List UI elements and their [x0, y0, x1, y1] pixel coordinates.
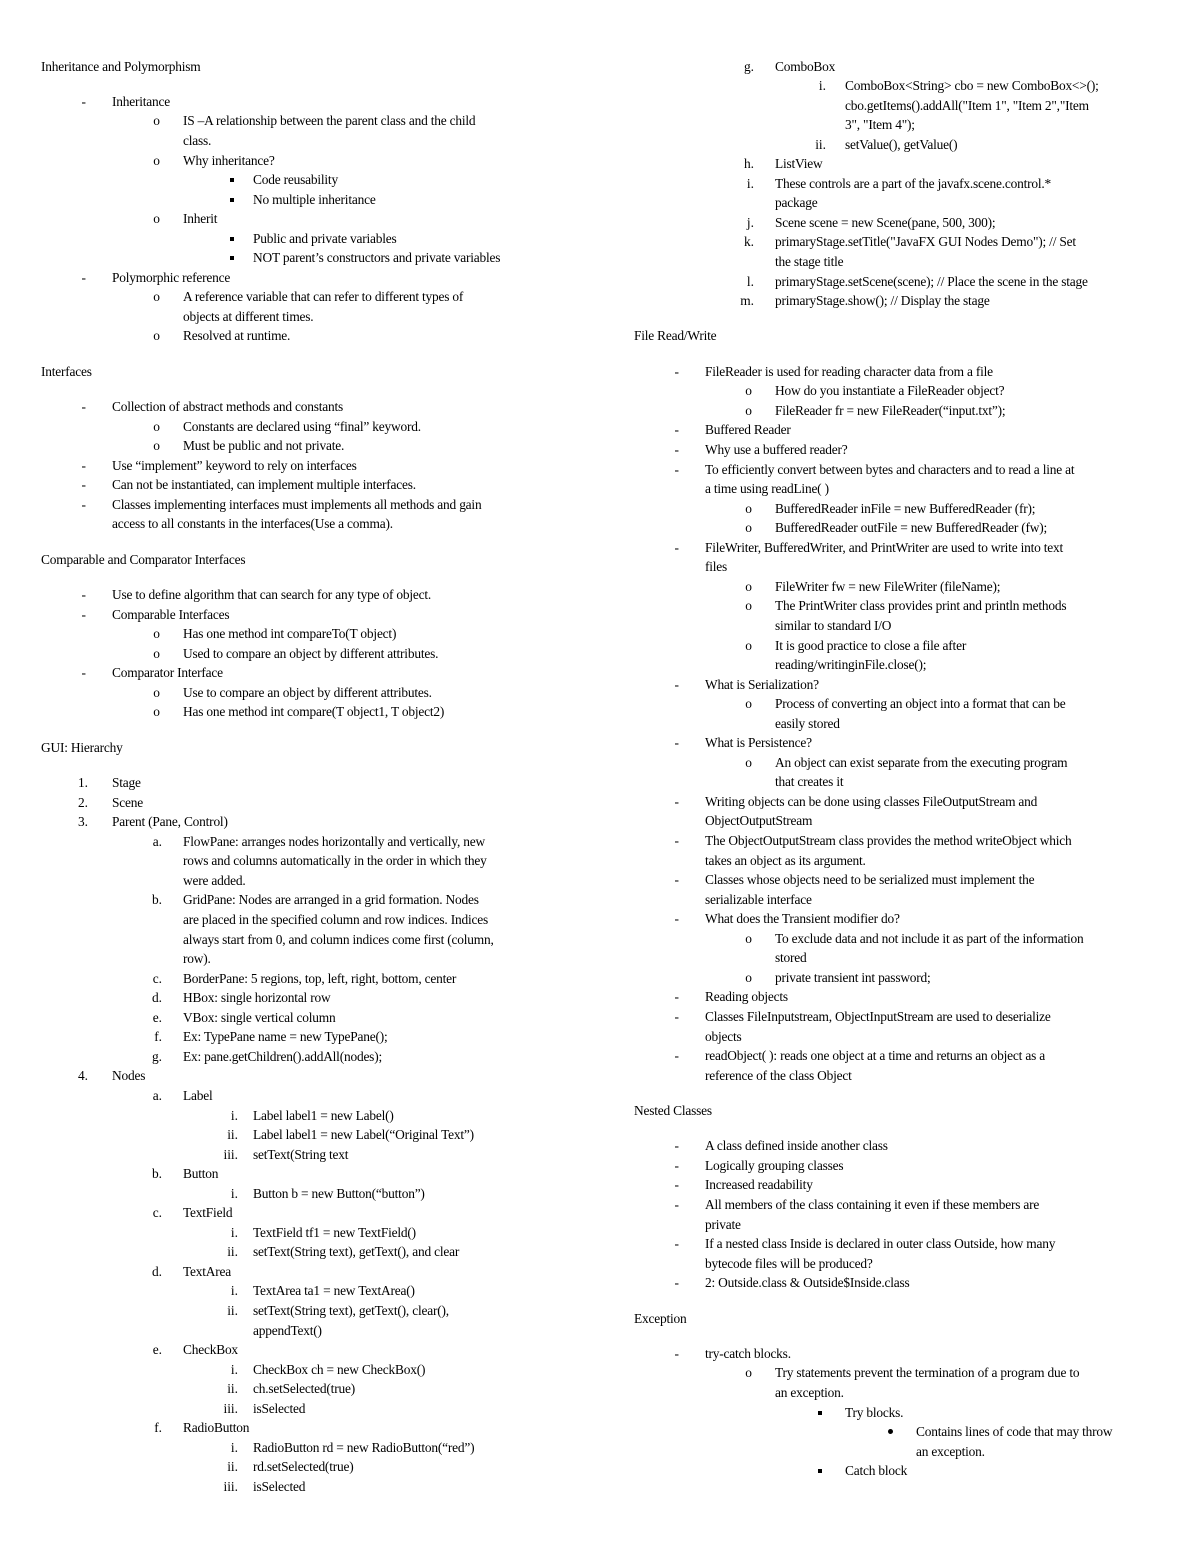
list-item-text: Button b = new Button(“button”) [253, 1185, 425, 1201]
list-item-text: Used to compare an object by different attributes. [183, 645, 439, 661]
list-marker: - [81, 665, 86, 681]
list-marker: d. [151, 990, 162, 1006]
list-item-text: files [705, 559, 728, 575]
list-item-text: Constants are declared using “final” keyword. [183, 418, 421, 434]
list-marker: - [674, 1275, 679, 1291]
list-marker: i. [818, 78, 826, 94]
round-bullet-icon [888, 1429, 893, 1434]
list-marker: o [745, 969, 752, 985]
list-marker: ii. [227, 1459, 238, 1475]
list-item-text: How do you instantiate a FileReader object? [775, 383, 1005, 399]
list-marker: - [81, 587, 86, 603]
list-marker: o [745, 520, 752, 536]
list-marker: iii. [223, 1146, 238, 1162]
list-item-text: Comparable Interfaces [112, 606, 230, 622]
list-marker: iii. [223, 1400, 238, 1416]
list-item-text: Collection of abstract methods and constants [112, 399, 344, 415]
list-item-text: FileReader is used for reading character data from a file [705, 363, 993, 379]
list-marker: o [153, 328, 160, 344]
list-marker: o [745, 930, 752, 946]
list-item-text: Classes implementing interfaces must implements all methods and gain [112, 496, 482, 512]
list-item-text: Classes whose objects need to be serialized must implement the [705, 872, 1035, 888]
list-marker: m. [740, 293, 754, 309]
list-marker: o [745, 598, 752, 614]
list-item-text: TextArea ta1 = new TextArea() [253, 1283, 415, 1299]
list-item-text: setValue(), getValue() [845, 136, 958, 152]
list-item-text: rows and columns automatically in the order in which they [183, 853, 487, 869]
list-item-text: that creates it [775, 774, 844, 790]
list-item-text: try-catch blocks. [705, 1345, 791, 1361]
list-marker: j. [746, 214, 754, 230]
list-item-text: RadioButton rd = new RadioButton(“red”) [253, 1439, 475, 1455]
list-marker: - [674, 989, 679, 1005]
list-item-text: row). [183, 951, 211, 967]
list-marker: - [674, 1157, 679, 1173]
list-marker: - [674, 1236, 679, 1252]
list-marker: b. [151, 1166, 162, 1182]
list-marker: - [674, 833, 679, 848]
list-item-text: RadioButton [183, 1420, 250, 1436]
list-marker: i. [230, 1224, 238, 1240]
list-item-text: If a nested class Inside is declared in outer class Outside, how many [705, 1236, 1056, 1252]
list-marker: o [153, 289, 160, 305]
list-item-text: Label label1 = new Label() [253, 1107, 394, 1123]
list-marker: ii. [227, 1244, 238, 1260]
square-bullet-icon [230, 178, 234, 182]
list-marker: ii. [227, 1381, 238, 1397]
list-item-text: primaryStage.setScene(scene); // Place the scene in the stage [775, 273, 1088, 289]
section-heading: Comparable and Comparator Interfaces [41, 551, 246, 567]
list-marker: o [745, 637, 752, 653]
list-marker: - [674, 1048, 679, 1064]
list-marker: f. [154, 1420, 162, 1436]
list-item-text: takes an object as its argument. [705, 852, 866, 868]
list-item-text: package [775, 195, 818, 211]
list-marker: e. [152, 1342, 162, 1358]
list-item-text: were added. [183, 872, 246, 888]
list-item-text: VBox: single vertical column [183, 1009, 336, 1025]
list-item-text: Inherit [183, 211, 218, 227]
section-heading: Interfaces [41, 363, 92, 379]
list-marker: - [674, 911, 679, 927]
list-marker: - [81, 496, 86, 512]
list-item-text: ListView [775, 156, 823, 172]
list-marker: ii. [227, 1303, 238, 1318]
list-marker: - [674, 363, 679, 379]
list-item-text: readObject( ): reads one object at a time and returns an object as a [705, 1048, 1045, 1064]
list-item-text: Label [183, 1087, 213, 1103]
list-marker: o [745, 402, 752, 418]
list-marker: o [745, 754, 752, 770]
list-marker: i. [230, 1439, 238, 1455]
list-item-text: Try statements prevent the termination of a program due to [775, 1365, 1080, 1381]
list-item-text: It is good practice to close a file after [775, 637, 967, 653]
list-item-text: setText(String text), getText(), and clear [253, 1244, 460, 1260]
list-item-text: FileWriter fw = new FileWriter (fileName); [775, 578, 1001, 594]
list-item-text: are placed in the specified column and row indices. Indices [183, 912, 488, 927]
list-marker: o [153, 438, 160, 454]
list-item-text: objects at different times. [183, 308, 314, 324]
list-item-text: private transient int password; [775, 969, 931, 985]
list-marker: - [674, 461, 679, 477]
list-item-text: always start from 0, and column indices come first (column, [183, 931, 494, 947]
square-bullet-icon [230, 198, 234, 202]
list-item-text: Parent (Pane, Control) [112, 814, 228, 830]
list-item-text: Use to define algorithm that can search for any type of object. [112, 587, 432, 603]
list-marker: i. [230, 1283, 238, 1299]
list-item-text: BufferedReader outFile = new BufferedReader (fw); [775, 520, 1048, 536]
list-marker: o [153, 645, 160, 661]
list-item-text: Has one method int compare(T object1, T object2) [183, 704, 445, 720]
list-item-text: Use to compare an object by different attributes. [183, 684, 432, 700]
list-item-text: appendText() [253, 1322, 322, 1338]
square-bullet-icon [818, 1411, 822, 1415]
list-marker: b. [151, 892, 162, 908]
list-item-text: Logically grouping classes [705, 1157, 844, 1173]
list-item-text: Reading objects [705, 989, 788, 1005]
list-marker: iii. [223, 1478, 238, 1494]
list-item-text: CheckBox ch = new CheckBox() [253, 1361, 426, 1377]
list-marker: d. [151, 1263, 162, 1279]
list-item-text: Button [183, 1166, 219, 1182]
list-item-text: Public and private variables [253, 230, 397, 246]
list-item-text: TextField tf1 = new TextField() [253, 1224, 416, 1240]
list-item-text: objects [705, 1028, 742, 1044]
list-item-text: Comparator Interface [112, 665, 223, 681]
list-item-text: TextField [183, 1205, 233, 1221]
list-item-text: Scene [112, 794, 143, 810]
list-item-text: ch.setSelected(true) [253, 1381, 355, 1397]
list-item-text: What does the Transient modifier do? [705, 911, 900, 927]
list-item-text: access to all constants in the interfaces(Use a comma). [112, 516, 393, 532]
list-marker: - [674, 1177, 679, 1193]
list-item-text: An object can exist separate from the executing program [775, 754, 1068, 770]
list-item-text: Contains lines of code that may throw [916, 1424, 1113, 1440]
list-marker: i. [230, 1107, 238, 1123]
list-marker: 1. [77, 775, 88, 791]
list-item-text: BufferedReader inFile = new BufferedReader (fr); [775, 500, 1036, 516]
list-item-text: These controls are a part of the javafx.scene.control.* [775, 175, 1052, 191]
list-item-text: similar to standard I/O [775, 617, 892, 633]
list-item-text: Can not be instantiated, can implement multiple interfaces. [112, 477, 416, 493]
list-item-text: To efficiently convert between bytes and characters and to read a line at [705, 461, 1075, 477]
list-item-text: TextArea [183, 1263, 232, 1279]
list-item-text: Why inheritance? [183, 152, 275, 168]
section-heading: File Read/Write [634, 328, 717, 344]
list-marker: ii. [227, 1127, 238, 1143]
list-marker: k. [743, 234, 754, 250]
list-marker: - [81, 269, 86, 285]
list-item-text: Nodes [112, 1068, 146, 1084]
list-item-text: What is Serialization? [705, 676, 819, 692]
section-heading: Nested Classes [634, 1102, 712, 1118]
list-marker: - [674, 1138, 679, 1154]
list-marker: - [81, 457, 86, 473]
list-item-text: Writing objects can be done using classes FileOutputStream and [705, 793, 1038, 809]
list-item-text: FlowPane: arranges nodes horizontally and vertically, new [183, 833, 485, 849]
list-item-text: Stage [112, 775, 141, 791]
list-item-text: HBox: single horizontal row [183, 990, 331, 1006]
list-item-text: A class defined inside another class [705, 1138, 888, 1154]
list-item-text: BorderPane: 5 regions, top, left, right, bottom, center [183, 970, 457, 986]
list-item-text: Ex: TypePane name = new TypePane(); [183, 1029, 388, 1045]
list-item-text: To exclude data and not include it as part of the information [775, 930, 1084, 946]
list-item-text: a time using readLine( ) [705, 481, 829, 497]
list-marker: i. [746, 175, 754, 191]
list-item-text: GridPane: Nodes are arranged in a grid formation. Nodes [183, 892, 479, 908]
list-marker: o [745, 500, 752, 516]
list-marker: a. [152, 1087, 162, 1103]
list-item-text: ComboBox<String> cbo = new ComboBox<>(); [845, 78, 1099, 94]
list-marker: o [745, 696, 752, 712]
list-marker: i. [230, 1361, 238, 1377]
list-item-text: rd.setSelected(true) [253, 1459, 354, 1475]
list-marker: - [674, 793, 679, 809]
list-item-text: All members of the class containing it even if these members are [705, 1196, 1040, 1212]
list-item-text: bytecode files will be produced? [705, 1255, 873, 1271]
list-item-text: primaryStage.setTitle("JavaFX GUI Nodes Demo"); // Set [775, 234, 1076, 250]
square-bullet-icon [230, 237, 234, 241]
list-item-text: isSelected [253, 1478, 306, 1494]
list-item-text: an exception. [775, 1384, 844, 1400]
list-marker: o [745, 383, 752, 399]
list-marker: - [674, 676, 679, 692]
list-marker: o [153, 704, 160, 720]
list-marker: - [674, 1008, 679, 1024]
list-marker: ii. [815, 136, 826, 152]
list-item-text: private [705, 1216, 741, 1232]
section-heading: Inheritance and Polymorphism [41, 58, 201, 74]
list-item-text: ObjectOutputStream [705, 813, 813, 829]
list-marker: - [674, 1196, 679, 1212]
list-item-text: Why use a buffered reader? [705, 442, 848, 457]
list-item-text: isSelected [253, 1400, 306, 1416]
list-item-text: reference of the class Object [705, 1067, 852, 1083]
list-marker: o [745, 1365, 752, 1381]
list-marker: c. [152, 970, 162, 986]
list-item-text: The ObjectOutputStream class provides the method writeObject which [705, 833, 1072, 848]
list-marker: - [674, 735, 679, 751]
list-marker: h. [743, 156, 754, 172]
list-item-text: Try blocks. [845, 1404, 904, 1420]
list-marker: 2. [77, 794, 88, 810]
list-item-text: cbo.getItems().addAll("Item 1", "Item 2","Item [845, 97, 1089, 113]
list-item-text: Must be public and not private. [183, 438, 345, 454]
list-marker: f. [154, 1029, 162, 1045]
list-item-text: Polymorphic reference [112, 269, 231, 285]
list-item-text: primaryStage.show(); // Display the stage [775, 293, 990, 309]
list-item-text: setText(String text [253, 1146, 349, 1162]
list-item-text: stored [775, 950, 807, 966]
list-item-text: NOT parent’s constructors and private variables [253, 250, 501, 266]
list-item-text: easily stored [775, 715, 840, 731]
list-marker: i. [230, 1185, 238, 1201]
list-marker: g. [151, 1048, 162, 1064]
list-item-text: Has one method int compareTo(T object) [183, 626, 397, 642]
list-marker: o [153, 152, 160, 168]
list-item-text: FileWriter, BufferedWriter, and PrintWriter are used to write into text [705, 539, 1064, 555]
list-item-text: Resolved at runtime. [183, 328, 291, 344]
list-item-text: IS –A relationship between the parent class and the child [183, 113, 476, 129]
list-item-text: No multiple inheritance [253, 191, 376, 207]
section-heading: Exception [634, 1310, 687, 1326]
list-item-text: serializable interface [705, 891, 812, 907]
list-item-text: 2: Outside.class & Outside$Inside.class [705, 1275, 910, 1291]
list-marker: o [153, 113, 160, 129]
list-item-text: Inheritance [112, 93, 171, 109]
list-item-text: A reference variable that can refer to different types of [183, 289, 464, 305]
list-marker: 3. [77, 814, 88, 830]
list-item-text: Use “implement” keyword to rely on interfaces [112, 457, 357, 473]
list-item-text: 3", "Item 4"); [845, 117, 915, 133]
list-marker: l. [746, 273, 754, 289]
list-item-text: FileReader fr = new FileReader(“input.txt”); [775, 402, 1006, 418]
list-item-text: Buffered Reader [705, 422, 791, 438]
list-marker: e. [152, 1009, 162, 1025]
square-bullet-icon [230, 256, 234, 260]
list-marker: - [81, 477, 86, 493]
list-marker: - [81, 93, 86, 109]
list-item-text: Classes FileInputstream, ObjectInputStream are used to deserialize [705, 1008, 1051, 1024]
list-item-text: Code reusability [253, 172, 338, 188]
list-marker: - [674, 1345, 679, 1361]
section-heading: GUI: Hierarchy [41, 739, 123, 755]
list-marker: o [153, 211, 160, 227]
list-item-text: Scene scene = new Scene(pane, 500, 300); [775, 214, 996, 230]
square-bullet-icon [818, 1469, 822, 1473]
list-marker: 4. [77, 1068, 88, 1084]
list-marker: - [674, 442, 679, 457]
list-marker: - [674, 539, 679, 555]
list-item-text: Process of converting an object into a format that can be [775, 696, 1066, 712]
list-marker: c. [152, 1205, 162, 1221]
list-item-text: What is Persistence? [705, 735, 812, 751]
list-marker: - [81, 606, 86, 622]
list-marker: o [153, 684, 160, 700]
list-marker: - [81, 399, 86, 415]
list-marker: o [745, 578, 752, 594]
list-item-text: Ex: pane.getChildren().addAll(nodes); [183, 1048, 382, 1064]
list-marker: - [674, 872, 679, 888]
list-marker: g. [743, 58, 754, 74]
list-marker: o [153, 626, 160, 642]
list-item-text: an exception. [916, 1443, 985, 1459]
right-column [600, 0, 1200, 1553]
list-item-text: ComboBox [775, 58, 836, 74]
list-item-text: reading/writinginFile.close(); [775, 657, 927, 673]
list-marker: o [153, 418, 160, 434]
list-marker: a. [152, 833, 162, 849]
list-item-text: Increased readability [705, 1177, 813, 1193]
list-marker: - [674, 422, 679, 438]
list-item-text: setText(String text), getText(), clear(), [253, 1303, 449, 1318]
list-item-text: Catch block [845, 1463, 908, 1479]
list-item-text: Label label1 = new Label(“Original Text”) [253, 1127, 474, 1143]
list-item-text: class. [183, 132, 212, 148]
list-item-text: CheckBox [183, 1342, 238, 1358]
list-item-text: the stage title [775, 254, 844, 269]
list-item-text: The PrintWriter class provides print and println methods [775, 598, 1067, 614]
